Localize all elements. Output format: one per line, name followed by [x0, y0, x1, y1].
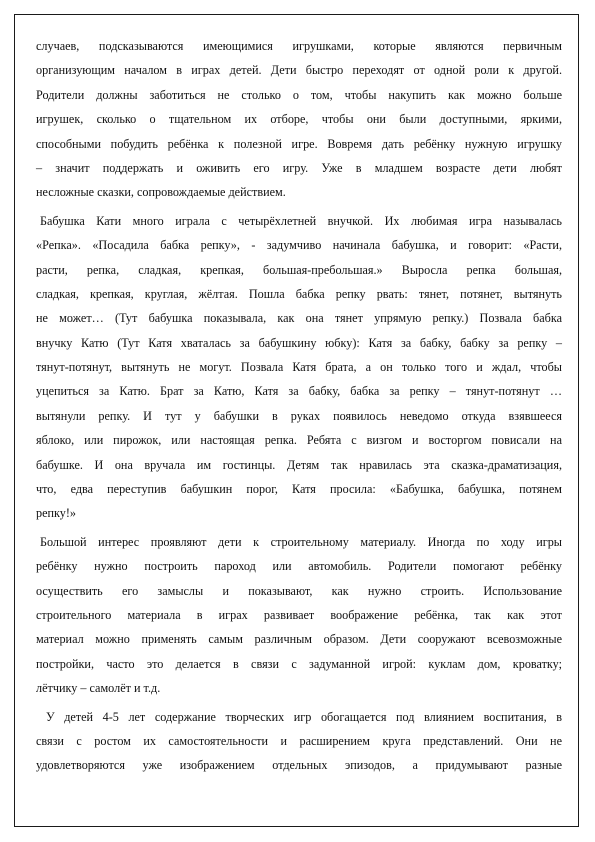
text-line: материал можно применять самым различным образом. Дети сооружают всевозможные: [36, 632, 562, 647]
text-line: связи с ростом их самостоятельности и расширением круга представлений. Они не: [36, 733, 562, 748]
text-line: способными побудить ребёнка к полезной игре. Вовремя дать ребёнку нужную игрушку: [36, 136, 562, 151]
text-line: что, едва переступив бабушкин порог, Катя просила: «Бабушка, бабушка, потянем: [36, 482, 562, 497]
text-line: Родители должны заботиться не столько о том, чтобы накупить как можно больше: [36, 87, 562, 102]
text-line: Большой интерес проявляют дети к строительному материалу. Иногда по ходу игры: [40, 534, 562, 549]
body-text: [36, 34, 562, 778]
paragraph-3: [36, 530, 562, 701]
text-line: несложные сказки, сопровождаемые действием.: [36, 185, 286, 200]
text-line: осуществить его замыслы и показывают, как нужно строить. Использование: [36, 583, 562, 598]
paragraph-2: [36, 209, 562, 526]
text-line: У детей 4-5 лет содержание творческих игр обогащается под влиянием воспитания, в: [46, 709, 562, 724]
text-line: игрушек, сколько о тщательном их отборе, чтобы они были доступными, яркими,: [36, 112, 562, 127]
text-line: постройки, часто это делается в связи с задуманной игрой: куклам дом, кроватку;: [36, 656, 562, 671]
text-line: сладкая, крепкая, круглая, жёлтая. Пошла бабка репку рвать: тянет, потянет, вытянуть: [36, 286, 562, 301]
text-line: организующим началом в играх детей. Дети быстро переходят от одной роли к другой.: [36, 63, 562, 78]
text-line: вытянули репку. И тут у бабушки в руках появилось неведомо откуда взявшееся: [36, 408, 562, 423]
text-line: – значит поддержать и оживить его игру. Уже в младшем возрасте дети любят: [36, 160, 562, 175]
text-line: случаев, подсказываются имеющимися игрушками, которые являются первичным: [36, 39, 562, 53]
text-line: удовлетворяются уже изображением отдельных эпизодов, а придумывают разные: [36, 758, 562, 773]
text-line: ребёнку нужно построить пароход или автомобиль. Родители помогают ребёнку: [36, 559, 562, 574]
text-line: яблоко, или пирожок, или настоящая репка. Ребята с визгом и восторгом повисали на: [36, 433, 562, 448]
text-line: лётчику – самолёт и т.д.: [36, 681, 161, 696]
text-line: «Репка». «Посадила бабка репку», - задумчиво начинала бабушка, и говорит: «Расти,: [36, 238, 562, 253]
text-line: Бабушка Кати много играла с четырёхлетней внучкой. Их любимая игра называлась: [40, 213, 562, 228]
text-line: внучку Катю (Тут Катя хваталась за бабушкину юбку): Катя за бабку, бабку за репку –: [36, 335, 562, 350]
paragraph-1: [36, 34, 562, 205]
text-line: строительного материала в играх развивает воображение ребёнка, так как этот: [36, 607, 562, 622]
text-line: уцепиться за Катю. Брат за Катю, Катя за бабку, бабка за репку – тянут-потянут …: [36, 384, 562, 399]
text-line: репку!»: [36, 506, 77, 521]
text-line: не может… (Тут бабушка показывала, как она тянет упрямую репку.) Позвала бабка: [36, 311, 562, 326]
text-line: бабушке. И она вручала им гостинцы. Детям так нравилась эта сказка-драматизация,: [36, 457, 562, 472]
text-line: расти, репка, сладкая, крепкая, большая-пребольшая.» Выросла репка большая,: [36, 262, 562, 277]
text-line: тянут-потянут, вытянуть не могут. Позвала Катя брата, а он только того и ждал, чтобы: [36, 360, 562, 375]
paragraph-4: [36, 705, 562, 778]
